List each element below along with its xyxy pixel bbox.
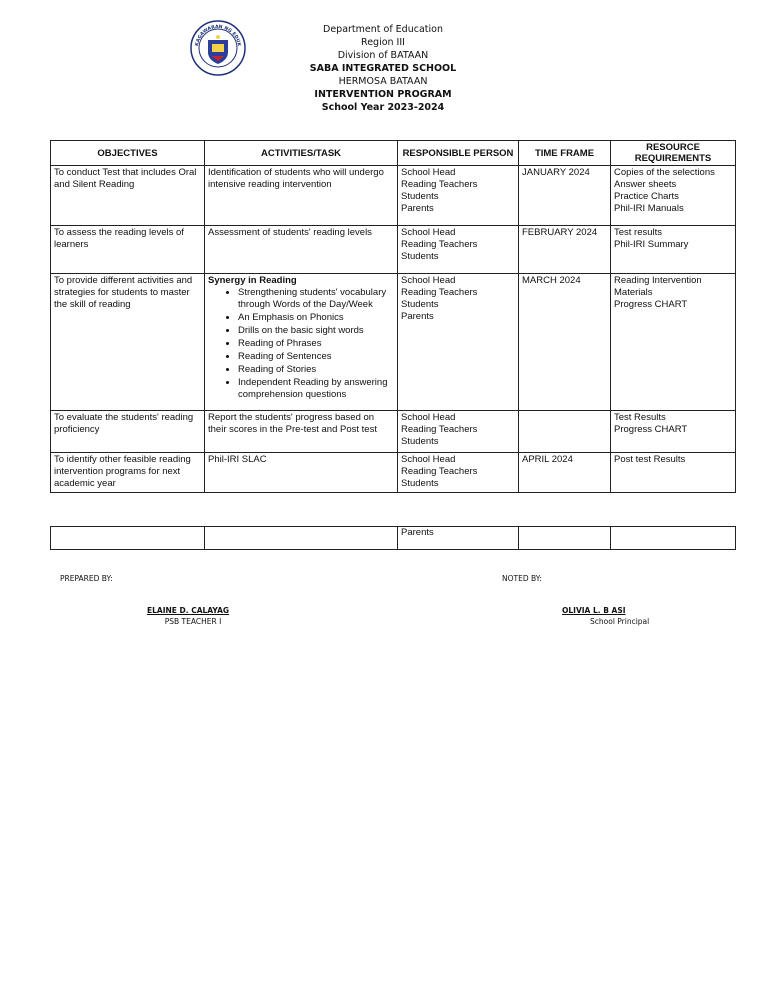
resource: Phil-IRI Manuals <box>614 203 684 214</box>
list-item: • Independent Reading by answering comprehension questions <box>238 377 394 401</box>
seal-text: KAGAWARAN NG EDUK <box>195 24 241 47</box>
cell-persons <box>398 411 519 453</box>
activity-title: Synergy in Reading <box>208 275 297 286</box>
list-item: • An Emphasis on Phonics <box>238 312 394 324</box>
cell-resources <box>611 453 736 493</box>
activity-list <box>208 287 394 401</box>
col-header-resources: RESOURCE REQUIREMENTS <box>611 141 736 166</box>
person: Reading Teachers <box>401 287 478 298</box>
col-header-activities: ACTIVITIES/TASK <box>205 141 398 166</box>
resource: Test Results <box>614 412 666 423</box>
col-header-responsible: RESPONSIBLE PERSON <box>398 141 519 166</box>
person: Students <box>401 478 439 489</box>
cell-activity <box>205 527 398 550</box>
person: Students <box>401 299 439 310</box>
list-item: • Drills on the basic sight words <box>238 325 394 337</box>
header-location: HERMOSA BATAAN <box>338 76 428 87</box>
noter-title: School Principal <box>590 617 650 626</box>
cell-time-frame: JANUARY 2024 <box>519 166 611 226</box>
cell-resources <box>611 226 736 274</box>
col-header-objectives: OBJECTIVES <box>51 141 205 166</box>
table-header-row <box>51 141 736 166</box>
resource: Test results <box>614 227 663 238</box>
cell-activity: Phil-IRI SLAC <box>205 453 398 493</box>
cell-time-frame <box>519 411 611 453</box>
person: Students <box>401 436 439 447</box>
person: School Head <box>401 227 456 238</box>
person: School Head <box>401 412 456 423</box>
list-item: • Reading of Stories <box>238 364 394 376</box>
header-line-region: Region III <box>361 37 405 48</box>
table-row <box>51 453 736 493</box>
cell-time-frame: APRIL 2024 <box>519 453 611 493</box>
cell-objective <box>51 527 205 550</box>
table-row <box>51 527 736 550</box>
noter-signature <box>562 606 649 626</box>
cell-resources <box>611 166 736 226</box>
preparer-signature <box>147 606 229 626</box>
cell-persons <box>398 166 519 226</box>
person: Students <box>401 251 439 262</box>
cell-objective: To provide different activities and strategies for students to master the skill of reading <box>51 274 205 411</box>
noted-by-label: NOTED BY: <box>502 574 542 583</box>
resource: Progress CHART <box>614 299 688 310</box>
preparer-title: PSB TEACHER I <box>164 617 222 626</box>
header-program: INTERVENTION PROGRAM <box>314 89 452 100</box>
cell-objective: To identify other feasible reading intervention programs for next academic year <box>51 453 205 493</box>
person: Parents <box>401 203 434 214</box>
cell-time-frame: MARCH 2024 <box>519 274 611 411</box>
cell-activity: Identification of students who will undergo intensive reading intervention <box>205 166 398 226</box>
cell-resources <box>611 411 736 453</box>
person: Reading Teachers <box>401 424 478 435</box>
cell-resources <box>611 274 736 411</box>
header-line-department: Department of Education <box>323 24 443 35</box>
person: Reading Teachers <box>401 239 478 250</box>
table-row <box>51 411 736 453</box>
person: School Head <box>401 454 456 465</box>
list-item: • Reading of Phrases <box>238 338 394 350</box>
person: School Head <box>401 275 456 286</box>
person: Students <box>401 191 439 202</box>
cell-persons <box>398 274 519 411</box>
col-header-time-frame: TIME FRAME <box>519 141 611 166</box>
header-school: SABA INTEGRATED SCHOOL <box>309 63 457 74</box>
resource: Answer sheets <box>614 179 677 190</box>
list-item: • Strengthening students' vocabulary through Words of the Day/Week <box>238 287 394 311</box>
cell-objective: To assess the reading levels of learners <box>51 226 205 274</box>
resource: Phil-IRI Summary <box>614 239 689 250</box>
noter-name: OLIVIA L. B ASI <box>562 606 626 615</box>
resource: Copies of the selections <box>614 167 715 178</box>
resource: Post test Results <box>614 454 686 465</box>
header-line-division: Division of BATAAN <box>337 50 429 61</box>
table-row <box>51 166 736 226</box>
cell-objective: To conduct Test that includes Oral and Silent Reading <box>51 166 205 226</box>
cell-activity <box>205 274 398 411</box>
header-school-year: School Year 2023-2024 <box>321 102 445 113</box>
person: Reading Teachers <box>401 179 478 190</box>
cell-objective: To evaluate the students' reading proficiency <box>51 411 205 453</box>
prepared-by-label: PREPARED BY: <box>60 574 113 583</box>
list-item: • Reading of Sentences <box>238 351 394 363</box>
cell-persons <box>398 226 519 274</box>
resource: Reading Intervention Materials <box>614 275 705 298</box>
table-row <box>51 274 736 411</box>
table-row <box>51 226 736 274</box>
intervention-table <box>50 140 736 493</box>
preparer-name: ELAINE D. CALAYAG <box>147 606 230 615</box>
document-header <box>230 23 536 114</box>
cell-resources <box>611 527 736 550</box>
cell-activity: Report the students' progress based on their scores in the Pre-test and Post test <box>205 411 398 453</box>
person: Reading Teachers <box>401 466 478 477</box>
cell-activity: Assessment of students' reading levels <box>205 226 398 274</box>
person: Parents <box>401 311 434 322</box>
person: School Head <box>401 167 456 178</box>
cell-persons: Parents <box>398 527 519 550</box>
cell-time-frame <box>519 527 611 550</box>
overflow-table <box>50 526 736 550</box>
cell-persons <box>398 453 519 493</box>
cell-time-frame: FEBRUARY 2024 <box>519 226 611 274</box>
resource: Practice Charts <box>614 191 679 202</box>
resource: Progress CHART <box>614 424 688 435</box>
